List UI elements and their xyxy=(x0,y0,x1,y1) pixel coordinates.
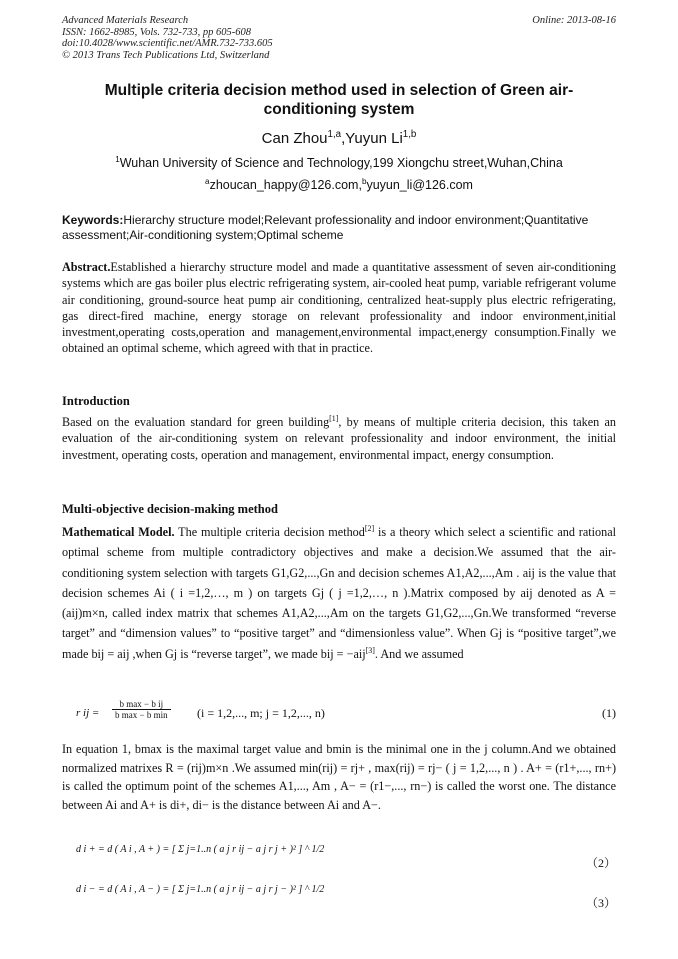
journal-name: Advanced Materials Research xyxy=(62,15,189,26)
method-paragraph xyxy=(62,522,616,664)
abstract xyxy=(62,259,616,357)
eq1-lhs: r ij = xyxy=(76,707,100,719)
intro-text: Based on the evaluation standard for green building xyxy=(62,415,330,429)
affil-text: Wuhan University of Science and Technology,199 Xiongchu street,Wuhan,China xyxy=(119,156,563,170)
citation: [3] xyxy=(365,645,375,655)
eq1-condition: (i = 1,2,..., m; j = 1,2,..., n) xyxy=(197,706,325,720)
issn-line: ISSN: 1662-8985, Vols. 732-733, pp 605-608 xyxy=(62,26,251,38)
email-b: yuyun_li@126.com xyxy=(366,178,473,192)
keywords-text: Hierarchy structure model;Relevant professionality and indoor environment;Quantitative assessment;Air-conditioning system;Optimal scheme xyxy=(62,213,589,242)
author-separator: , xyxy=(341,130,346,147)
eq3-body: d i − = d ( A i , A − ) = [ Σ j=1..n ( a j r ij − a j r j − )² ] ^ 1/2 xyxy=(76,884,325,895)
author-affil-mark: 1,b xyxy=(402,129,417,140)
eq1-numerator: b max − b ij xyxy=(112,699,171,710)
section-heading: Multi-objective decision-making method xyxy=(62,502,278,516)
abstract-label: Abstract. xyxy=(62,260,111,274)
section-heading: Introduction xyxy=(62,394,130,408)
intro-paragraph xyxy=(62,414,616,463)
eq1-denominator: b max − b min xyxy=(115,710,168,720)
subsection-label: Mathematical Model. xyxy=(62,525,175,539)
method-text: . And we assumed xyxy=(374,646,464,661)
equation-1 xyxy=(62,699,616,729)
affil-mark: 1 xyxy=(115,154,120,164)
equation-2 xyxy=(62,836,616,870)
equation-number: (1) xyxy=(602,706,616,720)
online-date: Online: 2013-08-16 xyxy=(532,15,616,26)
doi-line: doi:10.4028/www.scientific.net/AMR.732-733.605 xyxy=(62,38,273,49)
eq1-fraction xyxy=(112,699,171,720)
author-line xyxy=(62,130,616,147)
citation: [2] xyxy=(364,523,375,533)
running-header xyxy=(62,15,616,61)
email-mark: a xyxy=(205,176,210,186)
keywords-label: Keywords: xyxy=(62,213,124,227)
author-name: Yuyun Li xyxy=(345,130,403,147)
author-affil-mark: 1,a xyxy=(327,129,342,140)
citation: [1] xyxy=(329,413,339,423)
copyright-line: © 2013 Trans Tech Publications Ltd, Switzerland xyxy=(62,49,270,61)
eq2-body: d i + = d ( A i , A + ) = [ Σ j=1..n ( a j r ij − a j r j + )² ] ^ 1/2 xyxy=(76,844,325,855)
method-text: The multiple criteria decision method xyxy=(174,525,365,539)
abstract-text: Established a hierarchy structure model and made a quantitative assessment of seven air-conditioning systems which are gas boiler plus electric refrigerating system, air-cooled heat pump, variable refrigerant volume air conditioning, ground-source heat pump air conditioning, centralized heat-supply plus electric refrigerating, gas direct-fired machine, energy storage on relevant professionality and indoor environment,initial investment,operating costs,operation and management,environmental impact,energy consumption.Finally we obtained an optimal scheme, which agreed with that in practice. xyxy=(62,260,616,356)
email-line xyxy=(62,178,616,192)
author-name: Can Zhou xyxy=(261,130,328,147)
email-a: zhoucan_happy@126.com, xyxy=(209,178,362,192)
paper-title: Multiple criteria decision method used in selection of Green air-conditioning system xyxy=(104,82,574,118)
affiliation xyxy=(62,156,616,170)
equation-number: （3） xyxy=(585,896,616,910)
email-mark: b xyxy=(361,176,367,186)
keywords xyxy=(62,213,616,242)
method-text: is a theory which select a scientific and rational optimal scheme from multiple contradictory objectives and make a decision.We assumed that the air-conditioning system selection with targets G1,G2,...,Gn and decision schemes A1,A2,...,Am . aij is the value that decision schemes Ai ( i =1,2,…, m ) on targets Gj ( j =1,2,…, n ).Matrix composed by aij denoted as A = (aij)m×n, called index matrix that schemes A1,A2,...,Am on the targets G1,G2,...,Gn.We transformed “reverse target” and “dimension values” to “positive target” and “dimensionless value”. When Gj is “positive target”,we made bij = aij ,when Gj is “reverse target”, we made bij = −aij xyxy=(62,525,617,661)
equation-number: （2） xyxy=(585,856,616,870)
normalization-paragraph: In equation 1, bmax is the maximal target value and bmin is the minimal one in the j column.And we obtained normalized matrixes R = (rij)m×n .We assumed min(rij) = rj+ , max(rij) = rj− ( j = 1,2,..., n ) . A+ = (r1+,..., rn+) is called the optimum point of the schemes A1,..., Am , A− = (r1−,..., rn−) is called the worst one. The distance between Ai and A+ is di+, di− is the distance between Ai and A−. xyxy=(62,742,616,813)
intro-text: , by means of multiple criteria decision, this taken an evaluation of the air-conditioning system on relevant professionality and indoor environment, the initial investment, operating costs, operation and management, environmental impact, energy consumption. xyxy=(62,415,616,462)
equation-3 xyxy=(62,876,616,910)
